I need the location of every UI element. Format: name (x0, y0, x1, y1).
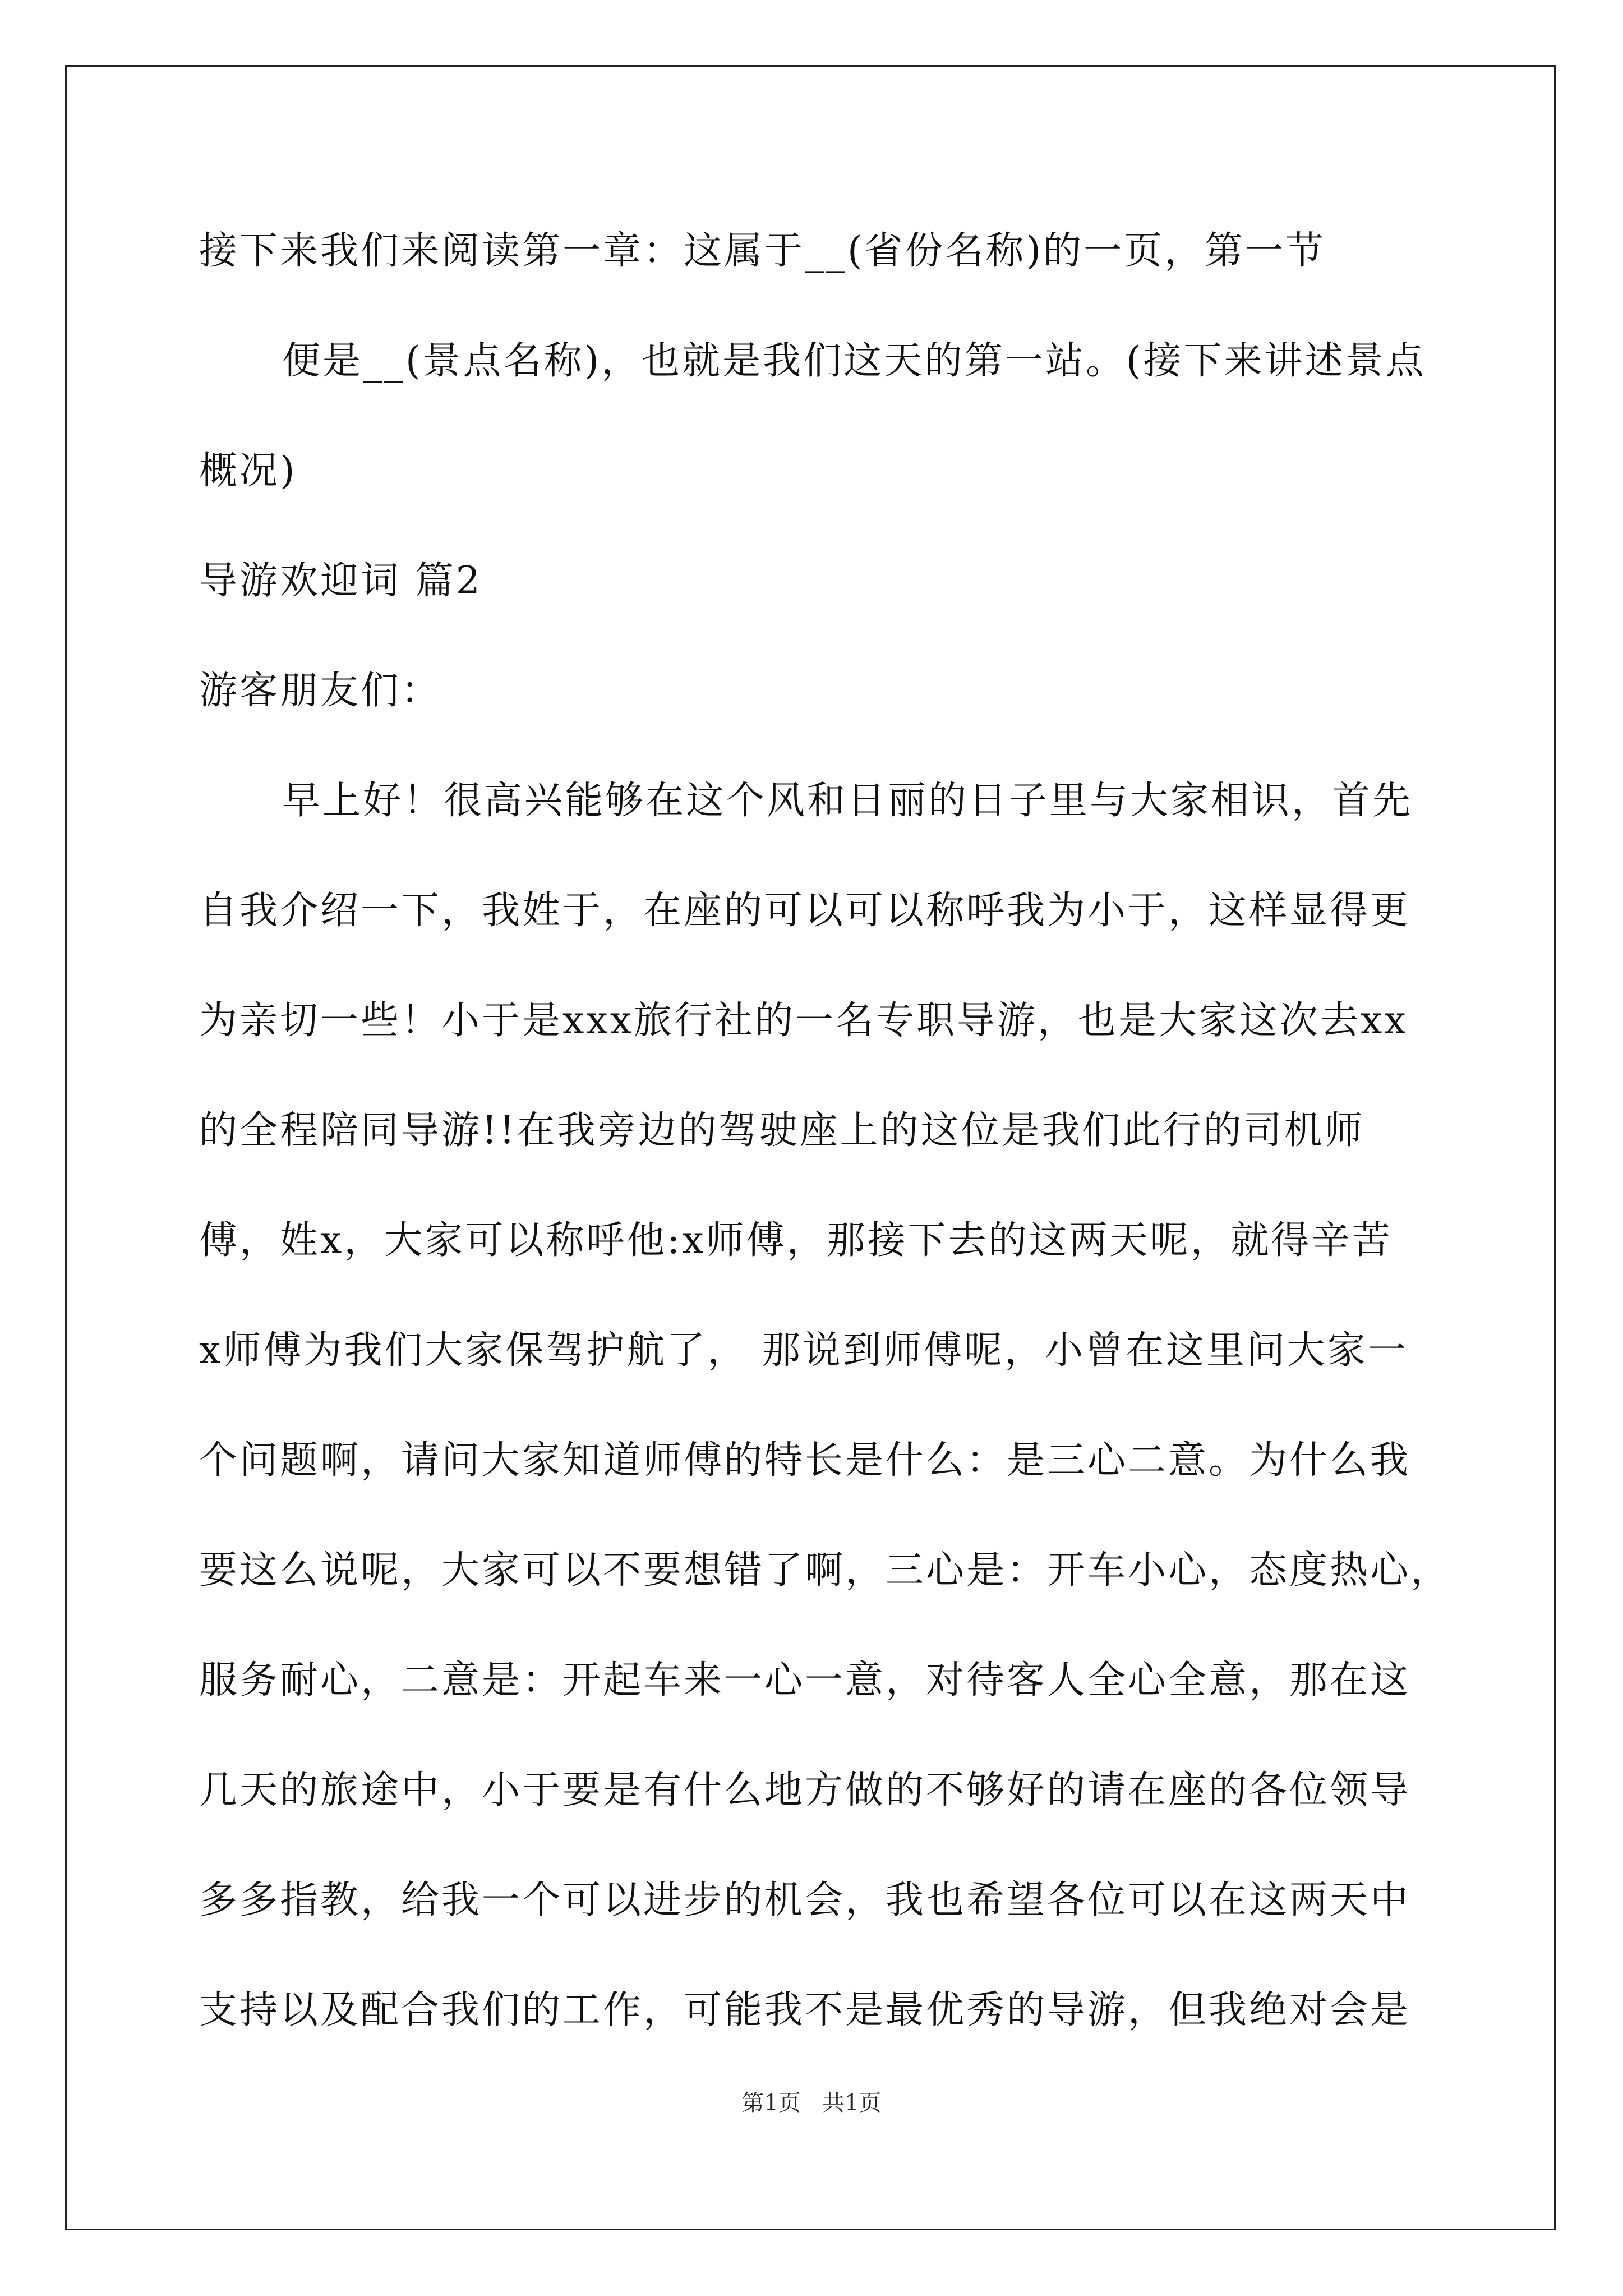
body-line: 个问题啊，请问大家知道师傅的特长是什么：是三心二意。为什么我 (199, 1438, 1411, 1483)
body-line: 傅，姓x，大家可以称呼他:x师傅，那接下去的这两天呢，就得辛苦 (199, 1218, 1393, 1263)
body-line: 几天的旅途中，小于要是有什么地方做的不够好的请在座的各位领导 (199, 1768, 1411, 1812)
body-line: 便是__(景点名称)，也就是我们这天的第一站。(接下来讲述景点 (282, 339, 1426, 383)
body-line: 的全程陪同导游!!在我旁边的驾驶座上的这位是我们此行的司机师 (199, 1108, 1365, 1153)
body-line: 早上好！很高兴能够在这个风和日丽的日子里与大家相识，首先 (282, 779, 1413, 823)
body-line: x师傅为我们大家保驾护航了， 那说到师傅呢，小曾在这里问大家一 (199, 1328, 1408, 1373)
body-line: 要这么说呢，大家可以不要想错了啊，三心是：开车小心，态度热心， (199, 1548, 1451, 1593)
section-heading: 导游欢迎词 篇2 (199, 559, 482, 603)
body-line: 概况) (199, 449, 297, 493)
document-body (199, 196, 1451, 2065)
body-line: 为亲切一些！小于是xxx旅行社的一名专职导游，也是大家这次去xx (199, 999, 1408, 1043)
body-line: 服务耐心，二意是：开起车来一心一意，对待客人全心全意，那在这 (199, 1658, 1411, 1703)
body-line: 多多指教，给我一个可以进步的机会，我也希望各位可以在这两天中 (199, 1878, 1411, 1922)
salutation: 游客朋友们： (199, 669, 442, 713)
body-line: 支持以及配合我们的工作，可能我不是最优秀的导游，但我绝对会是 (199, 1988, 1411, 2032)
body-line: 接下来我们来阅读第一章：这属于__(省份名称)的一页，第一节 (199, 229, 1326, 273)
page-number-footer: 第1页 共1页 (741, 2090, 882, 2116)
body-line: 自我介绍一下，我姓于，在座的可以可以称呼我为小于，这样显得更 (199, 889, 1411, 933)
